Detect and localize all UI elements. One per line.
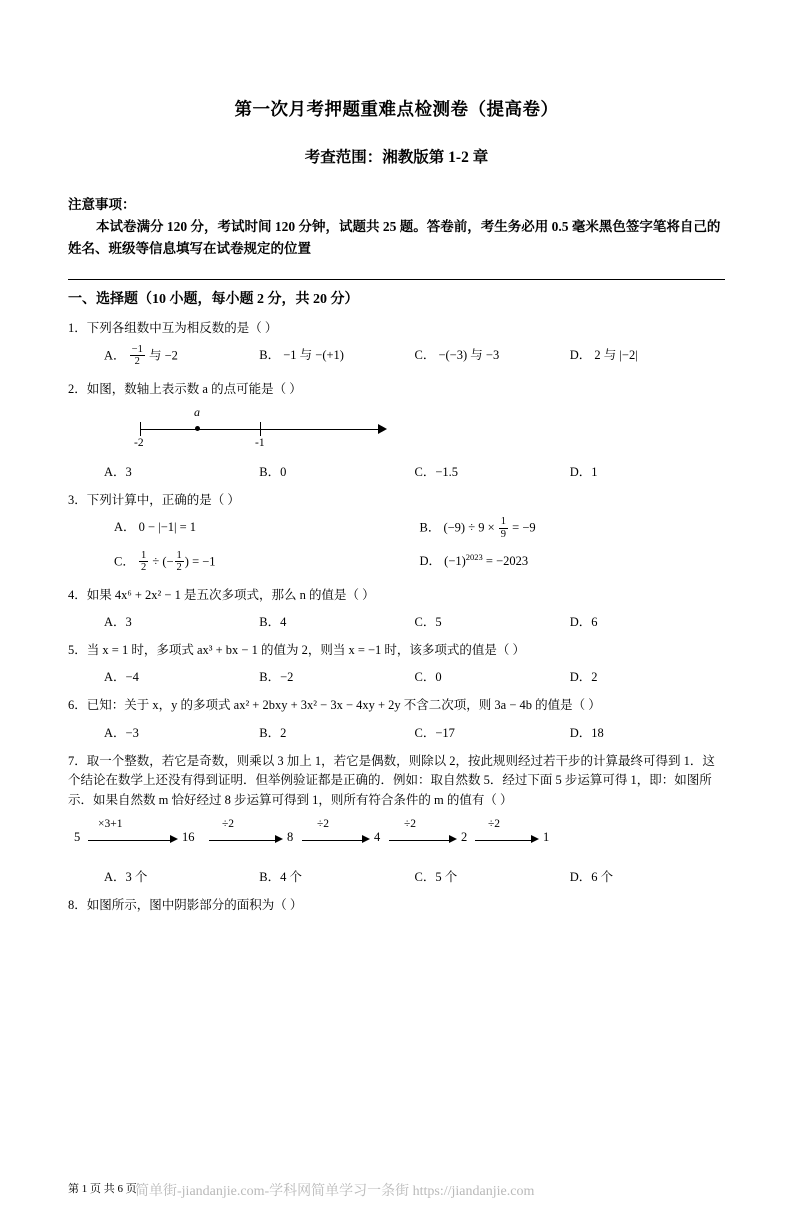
axis-arrow	[378, 424, 387, 434]
flow-arrowhead-2	[275, 835, 283, 843]
page-title: 第一次月考押题重难点检测卷（提高卷）	[234, 99, 559, 119]
flow-op-1: ×3+1	[98, 817, 123, 830]
option-d[interactable]: D．6 个	[569, 869, 614, 884]
option-a[interactable]: A．−3	[104, 725, 139, 740]
flow-node-1: 5	[74, 829, 81, 844]
flow-node-4: 4	[374, 829, 381, 844]
option-d[interactable]: D．2	[569, 670, 598, 685]
flow-op-2: ÷2	[222, 817, 235, 830]
option-a[interactable]: A．−4	[104, 670, 139, 685]
question-number: 1．	[68, 320, 87, 335]
section-heading-choice: 一、选择题（10 小题，每小题 2 分，共 20 分）	[68, 279, 725, 308]
flow-node-5: 2	[461, 829, 468, 844]
question-6-options	[68, 723, 725, 741]
question-7	[68, 752, 725, 810]
option-b[interactable]: B． −1 与 −(+1)	[259, 347, 344, 362]
fraction-one-half-2: $\frac{1}{2}$	[176, 549, 182, 574]
option-d[interactable]: D．6	[569, 615, 598, 629]
page-number: 第 1 页 共 6 页	[68, 1183, 137, 1195]
flow-op-4: ÷2	[404, 817, 417, 830]
question-text: 如果 4x⁶ + 2x² − 1 是五次多项式，那么 n 的值是（ ）	[86, 587, 375, 602]
option-c[interactable]: C．−17	[414, 725, 455, 740]
question-2	[68, 380, 725, 399]
question-5-options	[68, 667, 725, 685]
question-text: 如图，数轴上表示数 a 的点可能是（ ）	[86, 381, 302, 396]
tick-minus-1	[260, 422, 261, 436]
option-c[interactable]: C．5	[414, 615, 442, 629]
option-d[interactable]: D． 2 与 |−2|	[569, 347, 638, 362]
number-line-figure	[78, 403, 725, 455]
page-subtitle: 考查范围：湘教版第 1-2 章	[304, 149, 489, 166]
flow-node-2: 16	[182, 829, 195, 844]
question-3-options-row2	[68, 551, 725, 575]
point-a-dot	[195, 426, 200, 431]
option-b[interactable]: B．2	[259, 725, 287, 740]
flow-arrow-2	[209, 840, 277, 841]
option-a[interactable]: A． $\frac{-1}{2}$ 与 −2	[104, 343, 178, 368]
question-number: 2．	[68, 381, 87, 396]
flow-arrow-1	[88, 840, 172, 841]
question-text: 如图所示，图中阴影部分的面积为（ ）	[86, 897, 303, 912]
question-text: 取一个整数，若它是奇数，则乘以 3 加上 1，若它是偶数，则除以 2，按此规则经过若干步的计算最终可得到 1．这个结论在数学上还没有得到证明．但举例验证都是正确的．例如：取自然数 5．经过下面 5 步运算可得 1，即：如图所示．如果自然数 m 恰好经过 8 步运算可得到 1，则所有符合条件的 m 的值有（ ）	[68, 753, 715, 807]
flow-arrowhead-4	[449, 835, 457, 843]
option-b[interactable]: B．4	[259, 615, 287, 629]
question-4-options	[68, 612, 725, 630]
flow-op-5: ÷2	[488, 817, 501, 830]
exam-page	[0, 96, 793, 1218]
question-number: 4．	[68, 587, 87, 602]
question-3-options-row1	[68, 517, 725, 541]
option-c[interactable]: C．0	[414, 670, 442, 685]
option-a[interactable]: A．3	[104, 464, 132, 479]
question-number: 3．	[68, 492, 87, 507]
fraction-one-ninth: $\frac{1}{9}$	[500, 516, 507, 540]
flow-node-3: 8	[287, 829, 294, 844]
flow-arrowhead-3	[362, 835, 370, 843]
point-a-label: a	[194, 404, 200, 419]
flow-op-3: ÷2	[317, 817, 330, 830]
question-4	[68, 586, 725, 605]
watermark: 简单街-jiandanjie.com-学科网简单学习一条街 https://jiandanjie.com	[135, 1184, 535, 1199]
option-c[interactable]: C． −(−3) 与 −3	[414, 347, 500, 362]
fraction-minus-one-half: $\frac{-1}{2}$	[131, 343, 143, 368]
option-c[interactable]: C． $\frac{1}{2}$ ÷ (− $\frac{1}{2}$ ) = −1	[114, 549, 216, 574]
question-number: 6．	[68, 698, 87, 713]
question-number: 7．	[68, 753, 87, 768]
option-a[interactable]: A．3 个	[104, 869, 148, 884]
question-number: 5．	[68, 643, 87, 657]
option-a[interactable]: A．3	[104, 615, 132, 629]
question-8	[68, 896, 725, 915]
question-1-options	[68, 345, 725, 369]
fraction-one-half: $\frac{1}{2}$	[140, 549, 147, 574]
flow-arrow-3	[302, 840, 364, 841]
question-text: 下列各组数中互为相反数的是（ ）	[86, 320, 278, 335]
option-c[interactable]: C．5 个	[414, 869, 458, 884]
option-d[interactable]: D．18	[569, 725, 604, 740]
question-text: 已知：关于 x，y 的多项式 ax² + 2bxy + 3x² − 3x − 4xy + 2y 不含二次项，则 3a − 4b 的值是（ ）	[86, 698, 601, 713]
option-d[interactable]: D． $(-1)^{2023} = -2023$	[419, 551, 529, 568]
option-b[interactable]: B． (−9) ÷ 9 × $\frac{1}{9}$ = −9	[419, 516, 536, 540]
question-2-options	[68, 462, 725, 480]
option-a[interactable]: A． 0 − |−1| = 1	[114, 520, 197, 535]
tick-label-left: -2	[134, 436, 144, 449]
option-b[interactable]: B．−2	[259, 670, 294, 685]
option-d[interactable]: D．1	[569, 464, 598, 479]
question-number: 8．	[68, 897, 87, 912]
option-b[interactable]: B．0	[259, 464, 287, 479]
question-6	[68, 696, 725, 715]
flow-arrow-5	[475, 840, 533, 841]
notice-label: 注意事项：	[68, 197, 136, 212]
tick-label-right: -1	[255, 436, 265, 449]
question-7-options	[68, 867, 725, 885]
tick-minus-2	[140, 422, 141, 436]
question-3	[68, 491, 725, 510]
question-text: 下列计算中，正确的是（ ）	[86, 492, 240, 507]
flow-arrow-4	[389, 840, 451, 841]
flowchart-figure	[74, 816, 725, 860]
notice-body: 本试卷满分 120 分，考试时间 120 分钟，试题共 25 题。答卷前，考生务必用 0.5 毫米黑色签字笔将自己的姓名、班级等信息填写在试卷规定的位置	[68, 219, 721, 257]
option-c[interactable]: C．−1.5	[414, 464, 459, 479]
question-5	[68, 641, 725, 660]
flow-arrowhead-5	[531, 835, 539, 843]
question-text: 当 x = 1 时，多项式 ax³ + bx − 1 的值为 2，则当 x = −1 时，该多项式的值是（ ）	[86, 643, 526, 657]
flow-node-6: 1	[543, 829, 550, 844]
option-b[interactable]: B．4 个	[259, 869, 302, 884]
question-1	[68, 319, 725, 338]
flow-arrowhead-1	[170, 835, 178, 843]
